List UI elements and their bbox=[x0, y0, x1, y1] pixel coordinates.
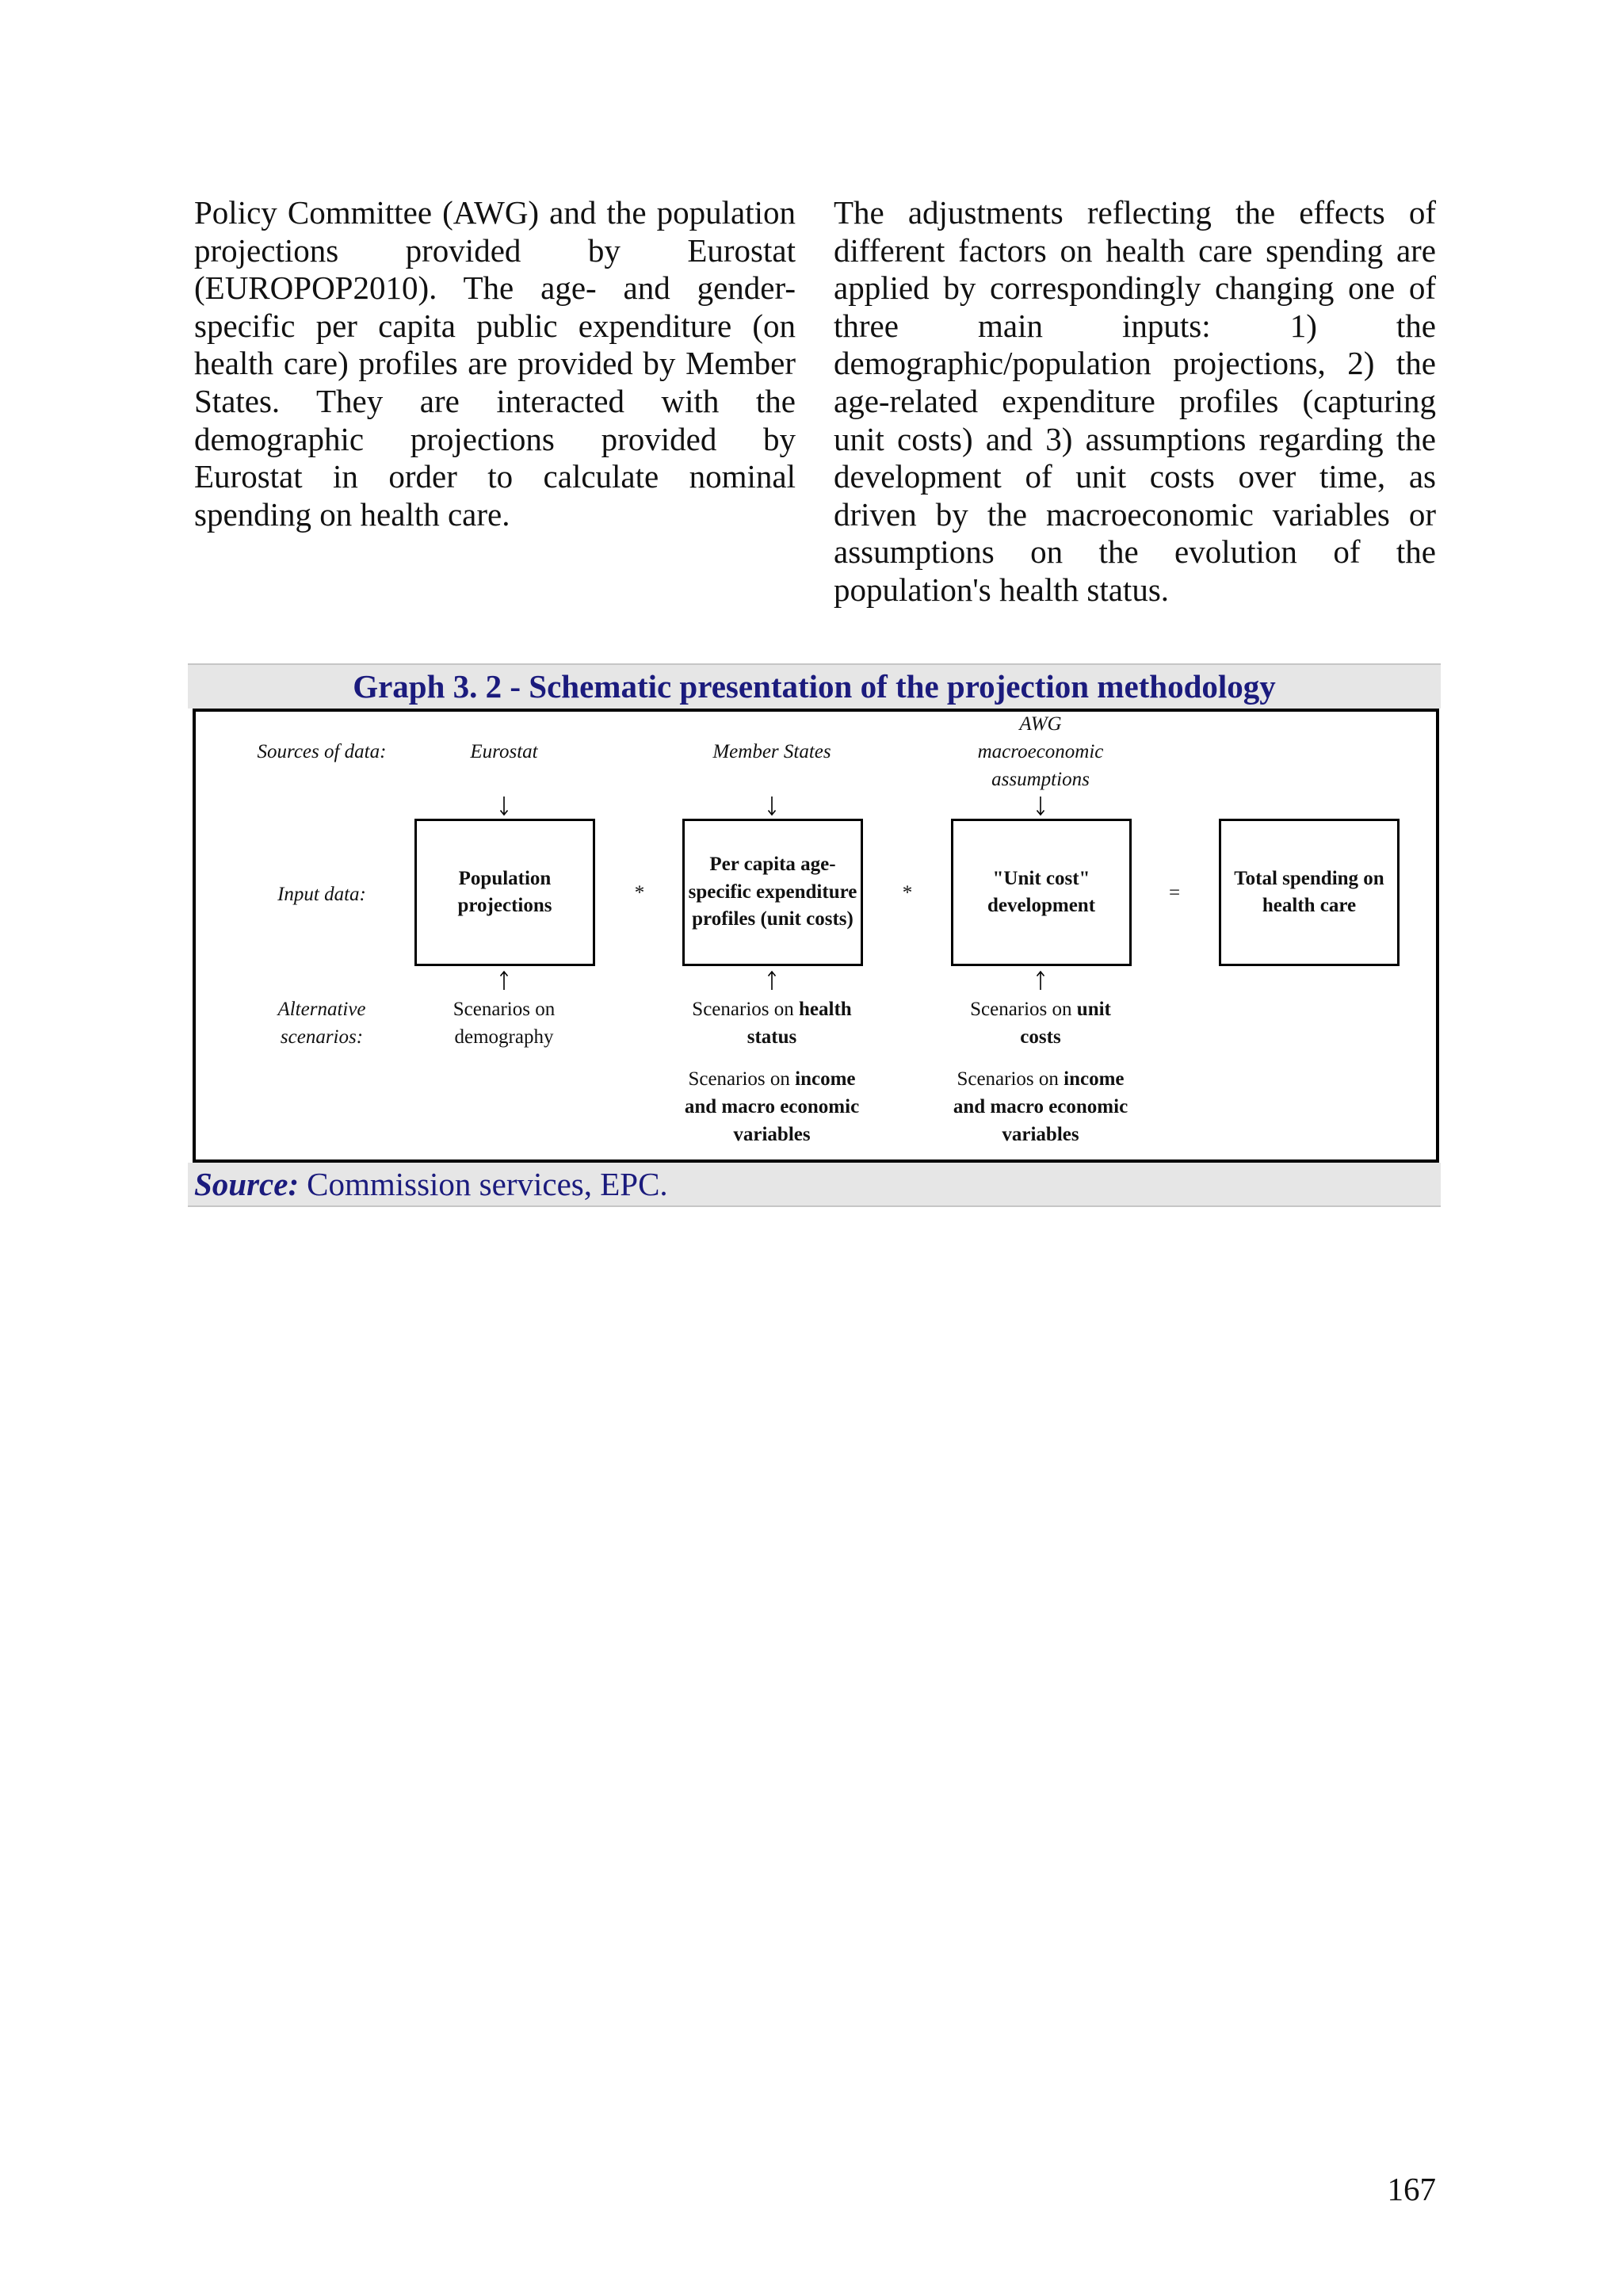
source-awg-assumptions bbox=[922, 710, 1159, 793]
operator-equals-text: = bbox=[1168, 881, 1181, 904]
scenario-prefix: Scenarios on bbox=[692, 999, 799, 1020]
operator-multiply-text: * bbox=[634, 881, 645, 904]
arrow-down-icon bbox=[1034, 796, 1047, 816]
scenario-income-macro bbox=[653, 1065, 891, 1148]
source-awg-assumptions-text: AWG macroeconomic assumptions bbox=[977, 713, 1104, 790]
operator-multiply-text: * bbox=[902, 881, 913, 904]
scenario-prefix: Scenarios on bbox=[970, 999, 1077, 1020]
graph-title: Graph 3. 2 - Schematic presentation of the projection methodology bbox=[353, 668, 1276, 705]
left-column-line: specific per capita public expenditure (on bbox=[194, 307, 796, 344]
scenario-emphasis: unit costs bbox=[1020, 999, 1111, 1048]
right-column-line: assumptions on the evolution of the bbox=[834, 533, 1436, 571]
left-column bbox=[194, 194, 796, 533]
graph-title-bar bbox=[188, 663, 1441, 709]
box-expenditure-profiles-text: Per capita age- specific expenditure profiles (unit costs) bbox=[688, 854, 857, 930]
scenario-demography-text: Scenarios on demography bbox=[453, 999, 556, 1048]
right-column-line: The adjustments reflecting the effects of bbox=[834, 194, 1436, 231]
graph-source-bar bbox=[188, 1163, 1441, 1207]
right-column-line: unit costs) and 3) assumptions regarding the bbox=[834, 420, 1436, 457]
page-number: 167 bbox=[1387, 2171, 1436, 2207]
left-column-line: States. They are interacted with the bbox=[194, 382, 796, 419]
left-column-line: (EUROPOP2010). The age- and gender- bbox=[194, 269, 796, 307]
right-column-line: demographic/population projections, 2) the bbox=[834, 345, 1436, 382]
source-eurostat-text: Eurostat bbox=[470, 740, 538, 762]
right-column-line: different factors on health care spending are bbox=[834, 231, 1436, 269]
left-column-line: projections provided by Eurostat bbox=[194, 231, 796, 269]
box-unit-cost-development-text: "Unit cost" development bbox=[987, 867, 1096, 916]
source-member-states bbox=[653, 737, 891, 766]
source-eurostat bbox=[385, 737, 623, 766]
right-column-line: age-related expenditure profiles (capturing bbox=[834, 382, 1436, 419]
left-column-line: demographic projections provided by bbox=[194, 420, 796, 457]
scenario-emphasis: health status bbox=[747, 999, 852, 1048]
box-expenditure-profiles bbox=[682, 819, 863, 966]
scenario-health-status bbox=[653, 995, 891, 1051]
left-column-line: Eurostat in order to calculate nominal bbox=[194, 458, 796, 495]
box-unit-cost-development bbox=[951, 819, 1132, 966]
row-label-alternative-text: Alternative scenarios: bbox=[277, 999, 366, 1048]
box-population-projections-text: Population projections bbox=[457, 867, 552, 916]
right-column bbox=[834, 194, 1436, 609]
row-label-input bbox=[227, 880, 417, 908]
arrow-up-icon bbox=[766, 970, 778, 991]
left-column-line: Policy Committee (AWG) and the population bbox=[194, 194, 796, 231]
row-label-sources-text: Sources of data: bbox=[257, 740, 387, 762]
arrow-up-icon bbox=[1034, 970, 1047, 991]
right-column-line: three main inputs: 1) the bbox=[834, 307, 1436, 344]
right-column-line: development of unit costs over time, as bbox=[834, 458, 1436, 495]
scenario-prefix: Scenarios on bbox=[688, 1068, 796, 1090]
arrow-up-icon bbox=[498, 970, 510, 991]
arrow-down-icon bbox=[766, 796, 778, 816]
operator-equals bbox=[1159, 878, 1190, 907]
operator-multiply bbox=[624, 878, 655, 907]
scenario-demography bbox=[385, 995, 623, 1051]
left-column-line: spending on health care. bbox=[194, 495, 510, 533]
row-label-input-text: Input data: bbox=[277, 883, 366, 905]
scenario-income-macro bbox=[922, 1065, 1159, 1148]
source-member-states-text: Member States bbox=[712, 740, 831, 762]
scenario-prefix: Scenarios on bbox=[957, 1068, 1064, 1090]
right-column-line: applied by correspondingly changing one of bbox=[834, 269, 1436, 307]
right-column-line: driven by the macroeconomic variables or bbox=[834, 495, 1436, 533]
operator-multiply bbox=[892, 878, 923, 907]
left-column-line: health care) profiles are provided by Member bbox=[194, 345, 796, 382]
scenario-emphasis: income and macro economic variables bbox=[684, 1068, 860, 1145]
box-total-spending-text: Total spending on health care bbox=[1234, 867, 1384, 916]
box-total-spending bbox=[1219, 819, 1400, 966]
source-text: Commission services, EPC. bbox=[307, 1166, 668, 1202]
right-column-line: population's health status. bbox=[834, 571, 1170, 608]
box-population-projections bbox=[414, 819, 595, 966]
scenario-unit-costs bbox=[922, 995, 1159, 1051]
arrow-down-icon bbox=[498, 796, 510, 816]
scenario-emphasis: income and macro economic variables bbox=[953, 1068, 1128, 1145]
source-label: Source: bbox=[194, 1166, 300, 1202]
